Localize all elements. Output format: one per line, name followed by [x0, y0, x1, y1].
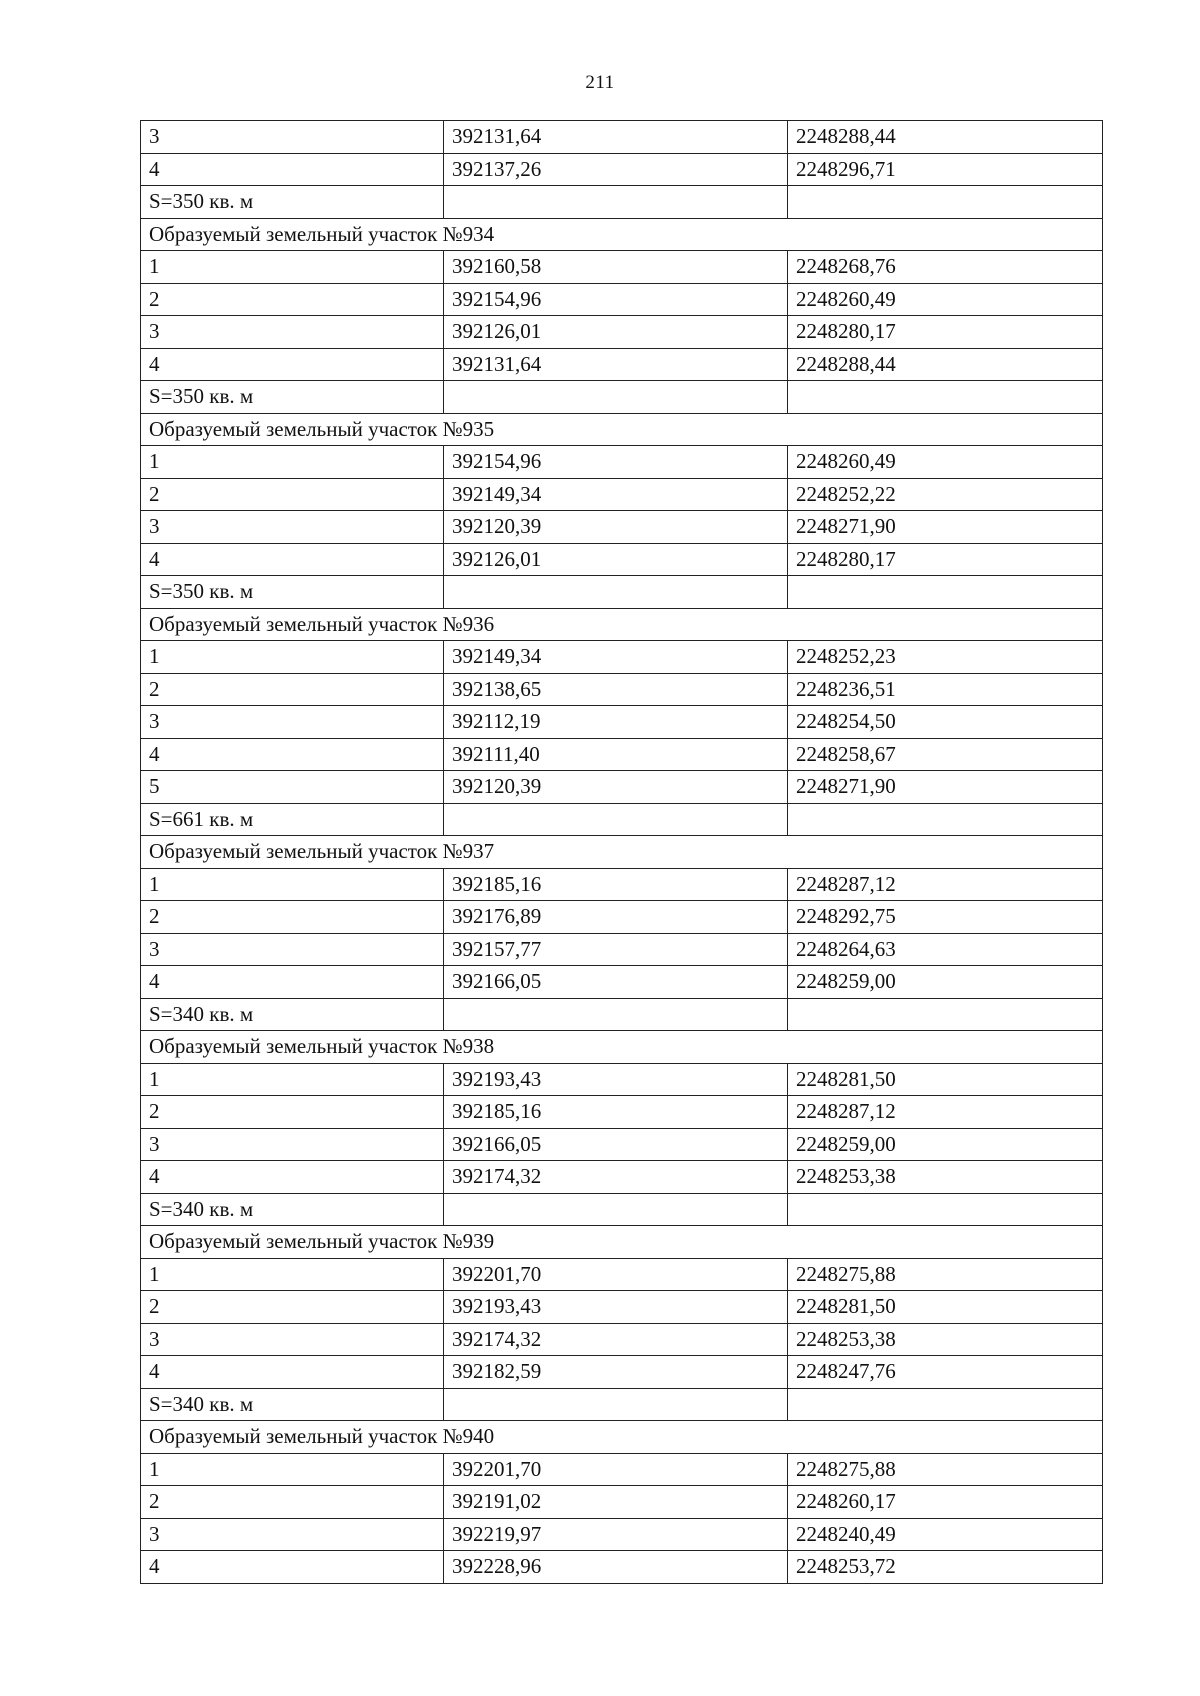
point-number-cell: 3: [141, 933, 444, 966]
table-row: [141, 1356, 1103, 1389]
table-row: [141, 1323, 1103, 1356]
table-row: [141, 641, 1103, 674]
table-row: [141, 1486, 1103, 1519]
area-cell: S=340 кв. м: [141, 998, 444, 1031]
point-number-cell: 1: [141, 641, 444, 674]
empty-cell: [788, 1193, 1103, 1226]
x-coordinate-cell: 392201,70: [444, 1453, 788, 1486]
parcel-header-cell: Образуемый земельный участок №935: [141, 413, 1103, 446]
y-coordinate-cell: 2248260,17: [788, 1486, 1103, 1519]
area-row: [141, 998, 1103, 1031]
table-row: [141, 1453, 1103, 1486]
y-coordinate-cell: 2248259,00: [788, 966, 1103, 999]
area-row: [141, 1193, 1103, 1226]
empty-cell: [788, 186, 1103, 219]
point-number-cell: 3: [141, 1323, 444, 1356]
y-coordinate-cell: 2248253,72: [788, 1551, 1103, 1584]
y-coordinate-cell: 2248258,67: [788, 738, 1103, 771]
table-row: [141, 1551, 1103, 1584]
point-number-cell: 2: [141, 673, 444, 706]
point-number-cell: 3: [141, 706, 444, 739]
x-coordinate-cell: 392112,19: [444, 706, 788, 739]
point-number-cell: 5: [141, 771, 444, 804]
point-number-cell: 1: [141, 1063, 444, 1096]
parcel-header-cell: Образуемый земельный участок №939: [141, 1226, 1103, 1259]
point-number-cell: 2: [141, 478, 444, 511]
empty-cell: [444, 803, 788, 836]
area-row: [141, 1388, 1103, 1421]
x-coordinate-cell: 392185,16: [444, 868, 788, 901]
x-coordinate-cell: 392166,05: [444, 1128, 788, 1161]
x-coordinate-cell: 392157,77: [444, 933, 788, 966]
empty-cell: [788, 576, 1103, 609]
table-row: [141, 966, 1103, 999]
y-coordinate-cell: 2248240,49: [788, 1518, 1103, 1551]
table-row: [141, 1518, 1103, 1551]
y-coordinate-cell: 2248287,12: [788, 1096, 1103, 1129]
y-coordinate-cell: 2248268,76: [788, 251, 1103, 284]
y-coordinate-cell: 2248252,23: [788, 641, 1103, 674]
parcel-header-cell: Образуемый земельный участок №936: [141, 608, 1103, 641]
area-cell: S=350 кв. м: [141, 186, 444, 219]
parcel-header-row: [141, 1421, 1103, 1454]
point-number-cell: 4: [141, 1551, 444, 1584]
point-number-cell: 4: [141, 738, 444, 771]
area-row: [141, 381, 1103, 414]
table-row: [141, 478, 1103, 511]
point-number-cell: 2: [141, 283, 444, 316]
table-row: [141, 251, 1103, 284]
x-coordinate-cell: 392191,02: [444, 1486, 788, 1519]
point-number-cell: 4: [141, 153, 444, 186]
x-coordinate-cell: 392185,16: [444, 1096, 788, 1129]
point-number-cell: 4: [141, 1161, 444, 1194]
y-coordinate-cell: 2248260,49: [788, 283, 1103, 316]
table-row: [141, 511, 1103, 544]
x-coordinate-cell: 392228,96: [444, 1551, 788, 1584]
x-coordinate-cell: 392166,05: [444, 966, 788, 999]
table-row: [141, 673, 1103, 706]
x-coordinate-cell: 392174,32: [444, 1323, 788, 1356]
x-coordinate-cell: 392160,58: [444, 251, 788, 284]
x-coordinate-cell: 392131,64: [444, 348, 788, 381]
parcel-header-cell: Образуемый земельный участок №940: [141, 1421, 1103, 1454]
point-number-cell: 2: [141, 901, 444, 934]
x-coordinate-cell: 392174,32: [444, 1161, 788, 1194]
table-row: [141, 1128, 1103, 1161]
empty-cell: [444, 186, 788, 219]
point-number-cell: 3: [141, 511, 444, 544]
point-number-cell: 2: [141, 1096, 444, 1129]
point-number-cell: 4: [141, 543, 444, 576]
y-coordinate-cell: 2248253,38: [788, 1161, 1103, 1194]
point-number-cell: 1: [141, 868, 444, 901]
table-row: [141, 283, 1103, 316]
x-coordinate-cell: 392193,43: [444, 1291, 788, 1324]
area-cell: S=350 кв. м: [141, 576, 444, 609]
y-coordinate-cell: 2248287,12: [788, 868, 1103, 901]
point-number-cell: 1: [141, 1258, 444, 1291]
y-coordinate-cell: 2248288,44: [788, 121, 1103, 154]
area-cell: S=340 кв. м: [141, 1388, 444, 1421]
table-row: [141, 933, 1103, 966]
x-coordinate-cell: 392120,39: [444, 511, 788, 544]
empty-cell: [788, 998, 1103, 1031]
y-coordinate-cell: 2248264,63: [788, 933, 1103, 966]
y-coordinate-cell: 2248292,75: [788, 901, 1103, 934]
x-coordinate-cell: 392111,40: [444, 738, 788, 771]
parcel-header-cell: Образуемый земельный участок №937: [141, 836, 1103, 869]
x-coordinate-cell: 392182,59: [444, 1356, 788, 1389]
empty-cell: [444, 381, 788, 414]
x-coordinate-cell: 392149,34: [444, 641, 788, 674]
empty-cell: [788, 803, 1103, 836]
y-coordinate-cell: 2248275,88: [788, 1258, 1103, 1291]
point-number-cell: 1: [141, 251, 444, 284]
point-number-cell: 1: [141, 1453, 444, 1486]
area-row: [141, 803, 1103, 836]
table-row: [141, 1258, 1103, 1291]
x-coordinate-cell: 392149,34: [444, 478, 788, 511]
x-coordinate-cell: 392176,89: [444, 901, 788, 934]
y-coordinate-cell: 2248254,50: [788, 706, 1103, 739]
point-number-cell: 4: [141, 966, 444, 999]
point-number-cell: 1: [141, 446, 444, 479]
parcel-header-cell: Образуемый земельный участок №934: [141, 218, 1103, 251]
y-coordinate-cell: 2248281,50: [788, 1063, 1103, 1096]
point-number-cell: 3: [141, 316, 444, 349]
point-number-cell: 4: [141, 348, 444, 381]
area-cell: S=350 кв. м: [141, 381, 444, 414]
point-number-cell: 4: [141, 1356, 444, 1389]
parcel-header-row: [141, 218, 1103, 251]
table-row: [141, 348, 1103, 381]
table-row: [141, 1291, 1103, 1324]
x-coordinate-cell: 392137,26: [444, 153, 788, 186]
y-coordinate-cell: 2248259,00: [788, 1128, 1103, 1161]
x-coordinate-cell: 392201,70: [444, 1258, 788, 1291]
parcel-header-row: [141, 1226, 1103, 1259]
empty-cell: [444, 1388, 788, 1421]
table-row: [141, 706, 1103, 739]
y-coordinate-cell: 2248275,88: [788, 1453, 1103, 1486]
empty-cell: [444, 576, 788, 609]
table-row: [141, 1096, 1103, 1129]
area-row: [141, 576, 1103, 609]
empty-cell: [788, 1388, 1103, 1421]
coordinates-table: [140, 120, 1103, 1584]
y-coordinate-cell: 2248260,49: [788, 446, 1103, 479]
y-coordinate-cell: 2248271,90: [788, 771, 1103, 804]
empty-cell: [444, 998, 788, 1031]
y-coordinate-cell: 2248281,50: [788, 1291, 1103, 1324]
parcel-header-row: [141, 608, 1103, 641]
y-coordinate-cell: 2248271,90: [788, 511, 1103, 544]
x-coordinate-cell: 392120,39: [444, 771, 788, 804]
table-row: [141, 1161, 1103, 1194]
parcel-header-row: [141, 1031, 1103, 1064]
point-number-cell: 2: [141, 1486, 444, 1519]
y-coordinate-cell: 2248236,51: [788, 673, 1103, 706]
table-row: [141, 738, 1103, 771]
y-coordinate-cell: 2248280,17: [788, 543, 1103, 576]
table-row: [141, 446, 1103, 479]
x-coordinate-cell: 392193,43: [444, 1063, 788, 1096]
x-coordinate-cell: 392154,96: [444, 446, 788, 479]
table-row: [141, 771, 1103, 804]
empty-cell: [444, 1193, 788, 1226]
y-coordinate-cell: 2248296,71: [788, 153, 1103, 186]
point-number-cell: 2: [141, 1291, 444, 1324]
x-coordinate-cell: 392126,01: [444, 316, 788, 349]
coordinates-table-body: [141, 121, 1103, 1584]
y-coordinate-cell: 2248253,38: [788, 1323, 1103, 1356]
table-row: [141, 543, 1103, 576]
parcel-header-cell: Образуемый земельный участок №938: [141, 1031, 1103, 1064]
x-coordinate-cell: 392219,97: [444, 1518, 788, 1551]
y-coordinate-cell: 2248252,22: [788, 478, 1103, 511]
parcel-header-row: [141, 413, 1103, 446]
point-number-cell: 3: [141, 1128, 444, 1161]
x-coordinate-cell: 392138,65: [444, 673, 788, 706]
y-coordinate-cell: 2248247,76: [788, 1356, 1103, 1389]
table-row: [141, 868, 1103, 901]
x-coordinate-cell: 392154,96: [444, 283, 788, 316]
area-cell: S=340 кв. м: [141, 1193, 444, 1226]
point-number-cell: 3: [141, 1518, 444, 1551]
table-row: [141, 316, 1103, 349]
area-cell: S=661 кв. м: [141, 803, 444, 836]
table-row: [141, 1063, 1103, 1096]
table-row: [141, 901, 1103, 934]
parcel-header-row: [141, 836, 1103, 869]
x-coordinate-cell: 392131,64: [444, 121, 788, 154]
point-number-cell: 3: [141, 121, 444, 154]
x-coordinate-cell: 392126,01: [444, 543, 788, 576]
area-row: [141, 186, 1103, 219]
y-coordinate-cell: 2248288,44: [788, 348, 1103, 381]
empty-cell: [788, 381, 1103, 414]
y-coordinate-cell: 2248280,17: [788, 316, 1103, 349]
table-row: [141, 121, 1103, 154]
table-row: [141, 153, 1103, 186]
page-number: 211: [585, 72, 615, 93]
